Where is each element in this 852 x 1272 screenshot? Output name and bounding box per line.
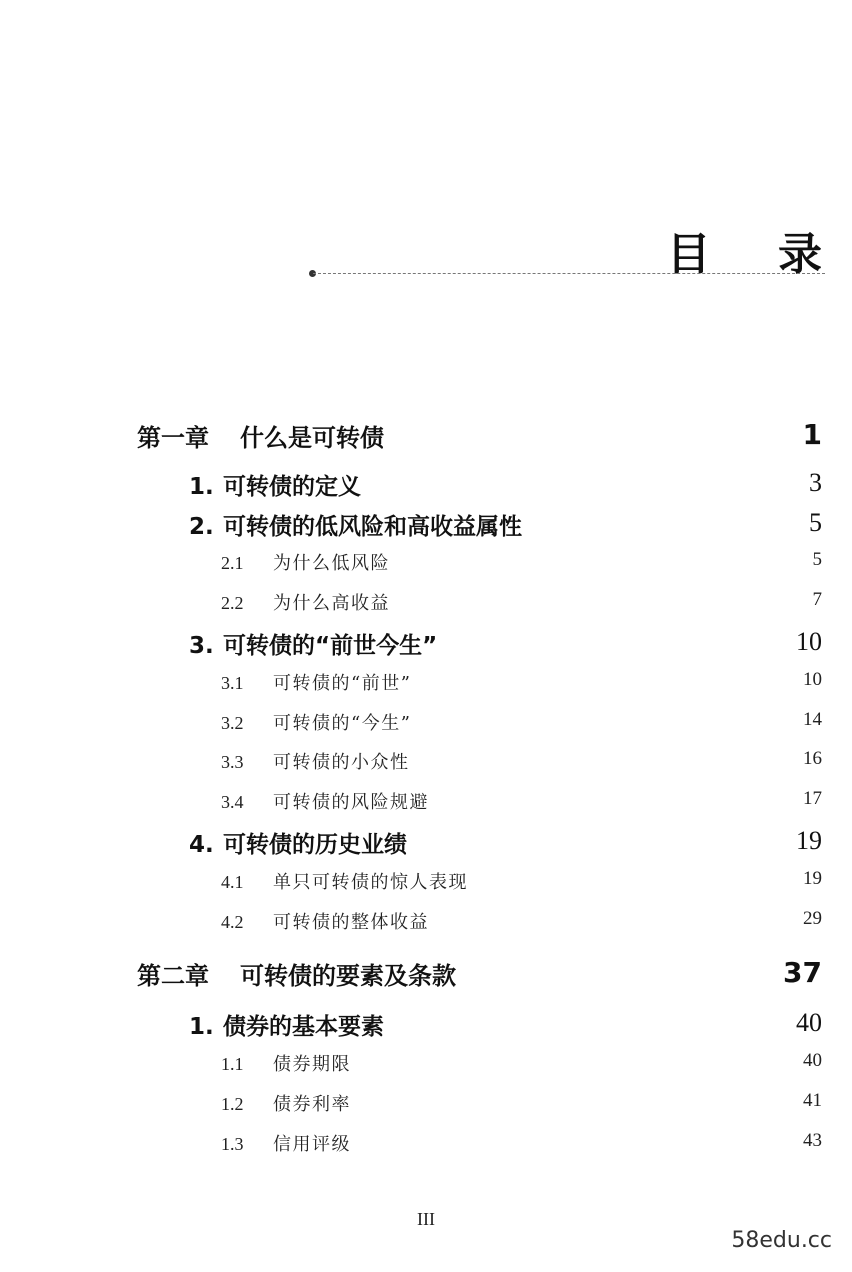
toc-page-number: 14 xyxy=(803,709,822,730)
toc-page-number: 29 xyxy=(803,908,822,929)
toc-text: 债券期限 xyxy=(273,1054,351,1075)
toc-number: 4.1 xyxy=(221,872,244,892)
page-title: 目 录 xyxy=(666,229,848,280)
toc-page-number: 19 xyxy=(803,868,822,889)
toc-text: 可转债的“前世” xyxy=(273,673,412,694)
toc-text: 可转债的要素及条款 xyxy=(240,962,456,990)
toc-number: 1.3 xyxy=(221,1134,244,1154)
toc-number: 2. xyxy=(189,514,214,540)
toc-number: 第一章 xyxy=(137,424,209,452)
watermark: 58edu.cc xyxy=(731,1228,832,1253)
toc-text: 可转债的整体收益 xyxy=(273,912,429,933)
toc-text: 什么是可转债 xyxy=(240,424,384,452)
toc-number: 3.3 xyxy=(221,752,244,772)
toc-page-number: 3 xyxy=(809,468,822,497)
toc-text: 为什么高收益 xyxy=(273,593,390,614)
toc-page-number: 37 xyxy=(783,956,822,989)
toc-text: 可转债的定义 xyxy=(223,474,361,500)
toc-text: 可转债的历史业绩 xyxy=(223,832,407,858)
toc-text: 债券的基本要素 xyxy=(223,1014,384,1040)
toc-text: 可转债的低风险和高收益属性 xyxy=(223,514,522,540)
toc-number: 3.2 xyxy=(221,713,244,733)
toc-number: 4. xyxy=(189,832,214,858)
toc-number: 2.1 xyxy=(221,553,244,573)
toc-number: 2.2 xyxy=(221,593,244,613)
toc-page-number: 7 xyxy=(812,589,822,610)
toc-number: 4.2 xyxy=(221,912,244,932)
toc-page-number: 40 xyxy=(796,1008,822,1037)
toc-number: 3. xyxy=(189,633,214,659)
toc-page-number: 41 xyxy=(803,1090,822,1111)
toc-number: 1. xyxy=(189,1014,214,1040)
toc-page-number: 40 xyxy=(803,1050,822,1071)
toc-page-number: 19 xyxy=(796,826,822,855)
toc-page-number: 10 xyxy=(803,669,822,690)
toc-page-number: 5 xyxy=(812,549,822,570)
toc-page-number: 5 xyxy=(809,508,822,537)
page-folio: III xyxy=(417,1209,435,1229)
toc-text: 可转债的“今生” xyxy=(273,713,412,734)
toc-number: 3.1 xyxy=(221,673,244,693)
toc-text: 可转债的小众性 xyxy=(273,752,410,773)
toc-number: 1. xyxy=(189,474,214,500)
toc-page-number: 43 xyxy=(803,1130,822,1151)
toc-number: 1.2 xyxy=(221,1094,244,1114)
toc-text: 可转债的“前世今生” xyxy=(223,633,438,659)
toc-text: 单只可转债的惊人表现 xyxy=(273,872,468,893)
toc-number: 1.1 xyxy=(221,1054,244,1074)
toc-text: 信用评级 xyxy=(273,1134,351,1155)
toc-number: 3.4 xyxy=(221,792,244,812)
toc-page-number: 1 xyxy=(802,418,822,451)
toc-text: 债券利率 xyxy=(273,1094,351,1115)
toc-page-number: 10 xyxy=(796,627,822,656)
toc-number: 第二章 xyxy=(137,962,209,990)
toc-page-number: 17 xyxy=(803,788,822,809)
toc-page-number: 16 xyxy=(803,748,822,769)
toc-text: 为什么低风险 xyxy=(273,553,390,574)
toc-text: 可转债的风险规避 xyxy=(273,792,429,813)
